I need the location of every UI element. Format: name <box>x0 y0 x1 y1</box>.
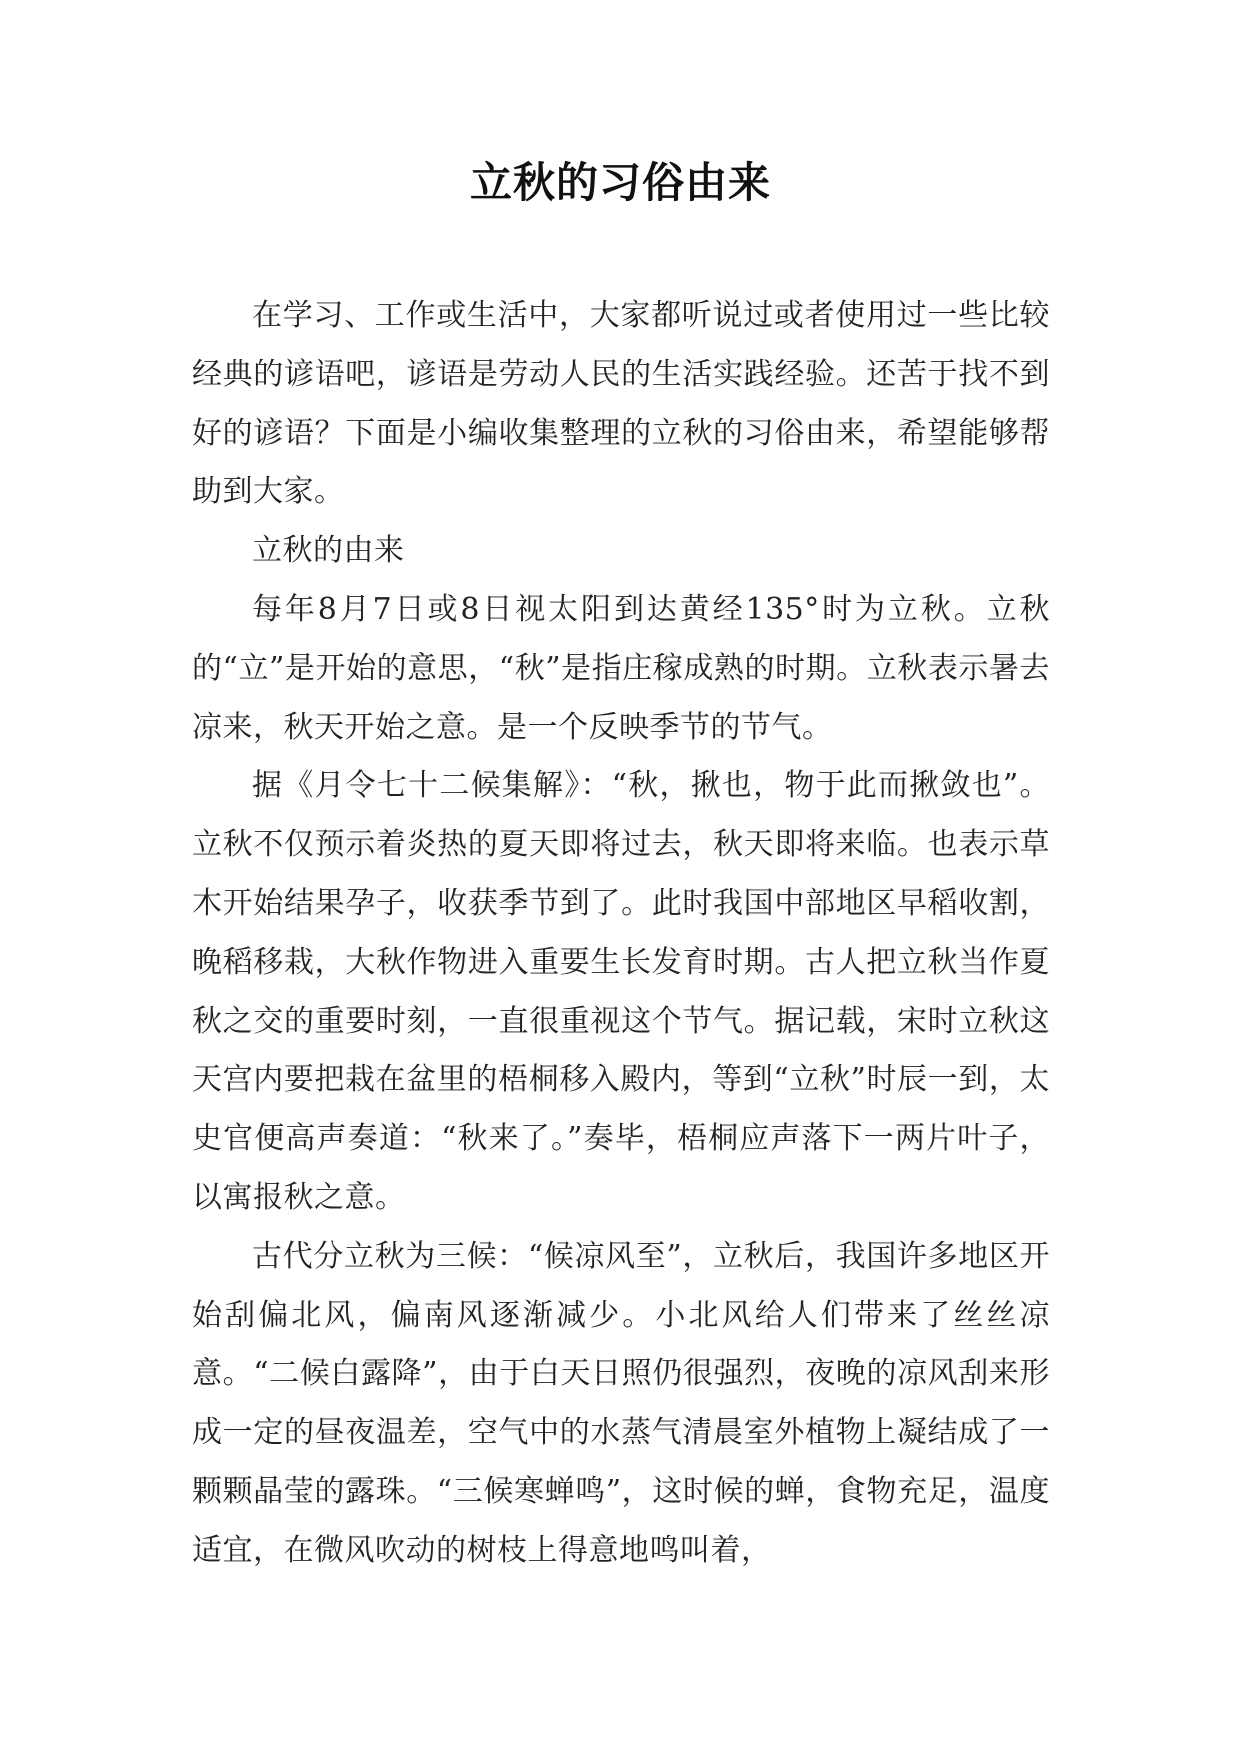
intro-paragraph: 在学习、工作或生活中，大家都听说过或者使用过一些比较经典的谚语吧，谚语是劳动人民的生活实践经验。还苦于找不到好的谚语？下面是小编收集整理的立秋的习俗由来，希望能够帮助到大家。 <box>192 298 1050 510</box>
origin-paragraph: 每年8月7日或8日视太阳到达黄经135°时为立秋。立秋的“立”是开始的意思，“秋”是指庄稼成熟的时期。立秋表示暑去凉来，秋天开始之意。是一个反映季节的节气。 <box>192 591 1050 745</box>
document-body <box>192 287 1050 1581</box>
page-title: 立秋的习俗由来 <box>469 158 771 207</box>
three-phases-paragraph: 古代分立秋为三候：“候凉风至”，立秋后，我国许多地区开始刮偏北风，偏南风逐渐减少。小北风给人们带来了丝丝凉意。“二候白露降”，由于白天日照仍很强烈，夜晚的凉风刮来形成一定的昼夜温差，空气中的水蒸气清晨室外植物上凝结成了一颗颗晶莹的露珠。“三候寒蝉鸣”，这时候的蝉，食物充足，温度适宜，在微风吹动的树枝上得意地鸣叫着， <box>192 1238 1050 1568</box>
section-heading: 立秋的由来 <box>252 533 405 569</box>
history-paragraph: 据《月令七十二候集解》：“秋，揪也，物于此而揪敛也”。立秋不仅预示着炎热的夏天即将过去，秋天即将来临。也表示草木开始结果孕子，收获季节到了。此时我国中部地区早稻收割，晚稻移栽，大秋作物进入重要生长发育时期。古人把立秋当作夏秋之交的重要时刻，一直很重视这个节气。据记载，宋时立秋这天宫内要把栽在盆里的梧桐移入殿内，等到“立秋”时辰一到，太史官便高声奏道：“秋来了。”奏毕，梧桐应声落下一两片叶子，以寓报秋之意。 <box>192 768 1050 1215</box>
